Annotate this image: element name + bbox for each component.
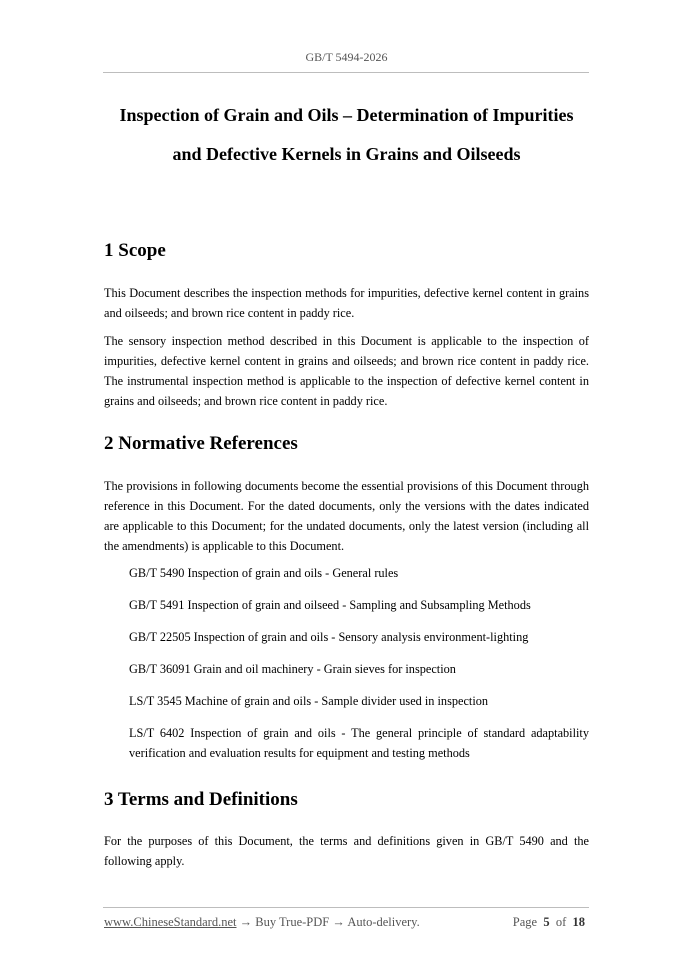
reference-item: GB/T 22505 Inspection of grain and oils - Sensory analysis environment-lighting — [129, 630, 529, 644]
reference-item: LS/T 3545 Machine of grain and oils - Sample divider used in inspection — [129, 694, 489, 708]
section-heading-normative-references: 2 Normative References — [104, 433, 298, 454]
arrow-right-icon: → — [236, 915, 256, 929]
footer-divider — [103, 907, 589, 908]
reference-item: LS/T 6402 Inspection of grain and oils - The general principle of standard adaptability verification and evaluation results for equipment and testing methods — [129, 726, 589, 760]
terms-paragraph: For the purposes of this Document, the terms and definitions given in GB/T 5490 and the following apply. — [104, 834, 589, 868]
buy-true-pdf-link[interactable]: Buy True-PDF — [255, 915, 330, 929]
section-heading-scope: 1 Scope — [104, 240, 166, 261]
reference-item: GB/T 5490 Inspection of grain and oils - General rules — [129, 566, 399, 580]
footer-links — [104, 915, 420, 930]
arrow-right-icon: → — [329, 915, 348, 929]
page-label: Page — [512, 915, 538, 929]
header-divider — [103, 72, 589, 73]
normative-references-paragraph: The provisions in following documents become the essential provisions of this Document through reference in this Document. For the dated documents, only the versions with the dates indicated are applicable to this Document; for the undated documents, only the latest version (including all the amendments) is applicable to this Document. — [104, 479, 589, 553]
reference-item: GB/T 5491 Inspection of grain and oilseed - Sampling and Subsampling Methods — [129, 598, 531, 612]
document-title-line-1: Inspection of Grain and Oils – Determination of Impurities — [119, 105, 574, 125]
scope-paragraph-2: The sensory inspection method described in this Document is applicable to the inspection of impurities, defective kernel content in grains and oilseeds; and brown rice content in paddy rice. The instrumental inspection method is applicable to the inspection of defective kernel content in grains and oilseeds; and brown rice content in paddy rice. — [104, 334, 589, 408]
page-indicator — [513, 915, 585, 930]
chinesestandard-link[interactable]: www.ChineseStandard.net — [104, 915, 237, 929]
doc-number: GB/T 5494-2026 — [305, 50, 388, 64]
document-title-line-2: and Defective Kernels in Grains and Oilseeds — [172, 144, 521, 164]
auto-delivery-text: Auto-delivery. — [347, 915, 420, 929]
of-label: of — [555, 915, 567, 929]
section-heading-terms-and-definitions: 3 Terms and Definitions — [104, 789, 298, 810]
reference-item: GB/T 36091 Grain and oil machinery - Grain sieves for inspection — [129, 662, 456, 676]
current-page-number: 5 — [543, 915, 550, 929]
scope-paragraph-1: This Document describes the inspection methods for impurities, defective kernel content in grains and oilseeds; and brown rice content in paddy rice. — [104, 286, 589, 320]
page-header — [0, 50, 693, 65]
total-pages: 18 — [572, 915, 585, 929]
